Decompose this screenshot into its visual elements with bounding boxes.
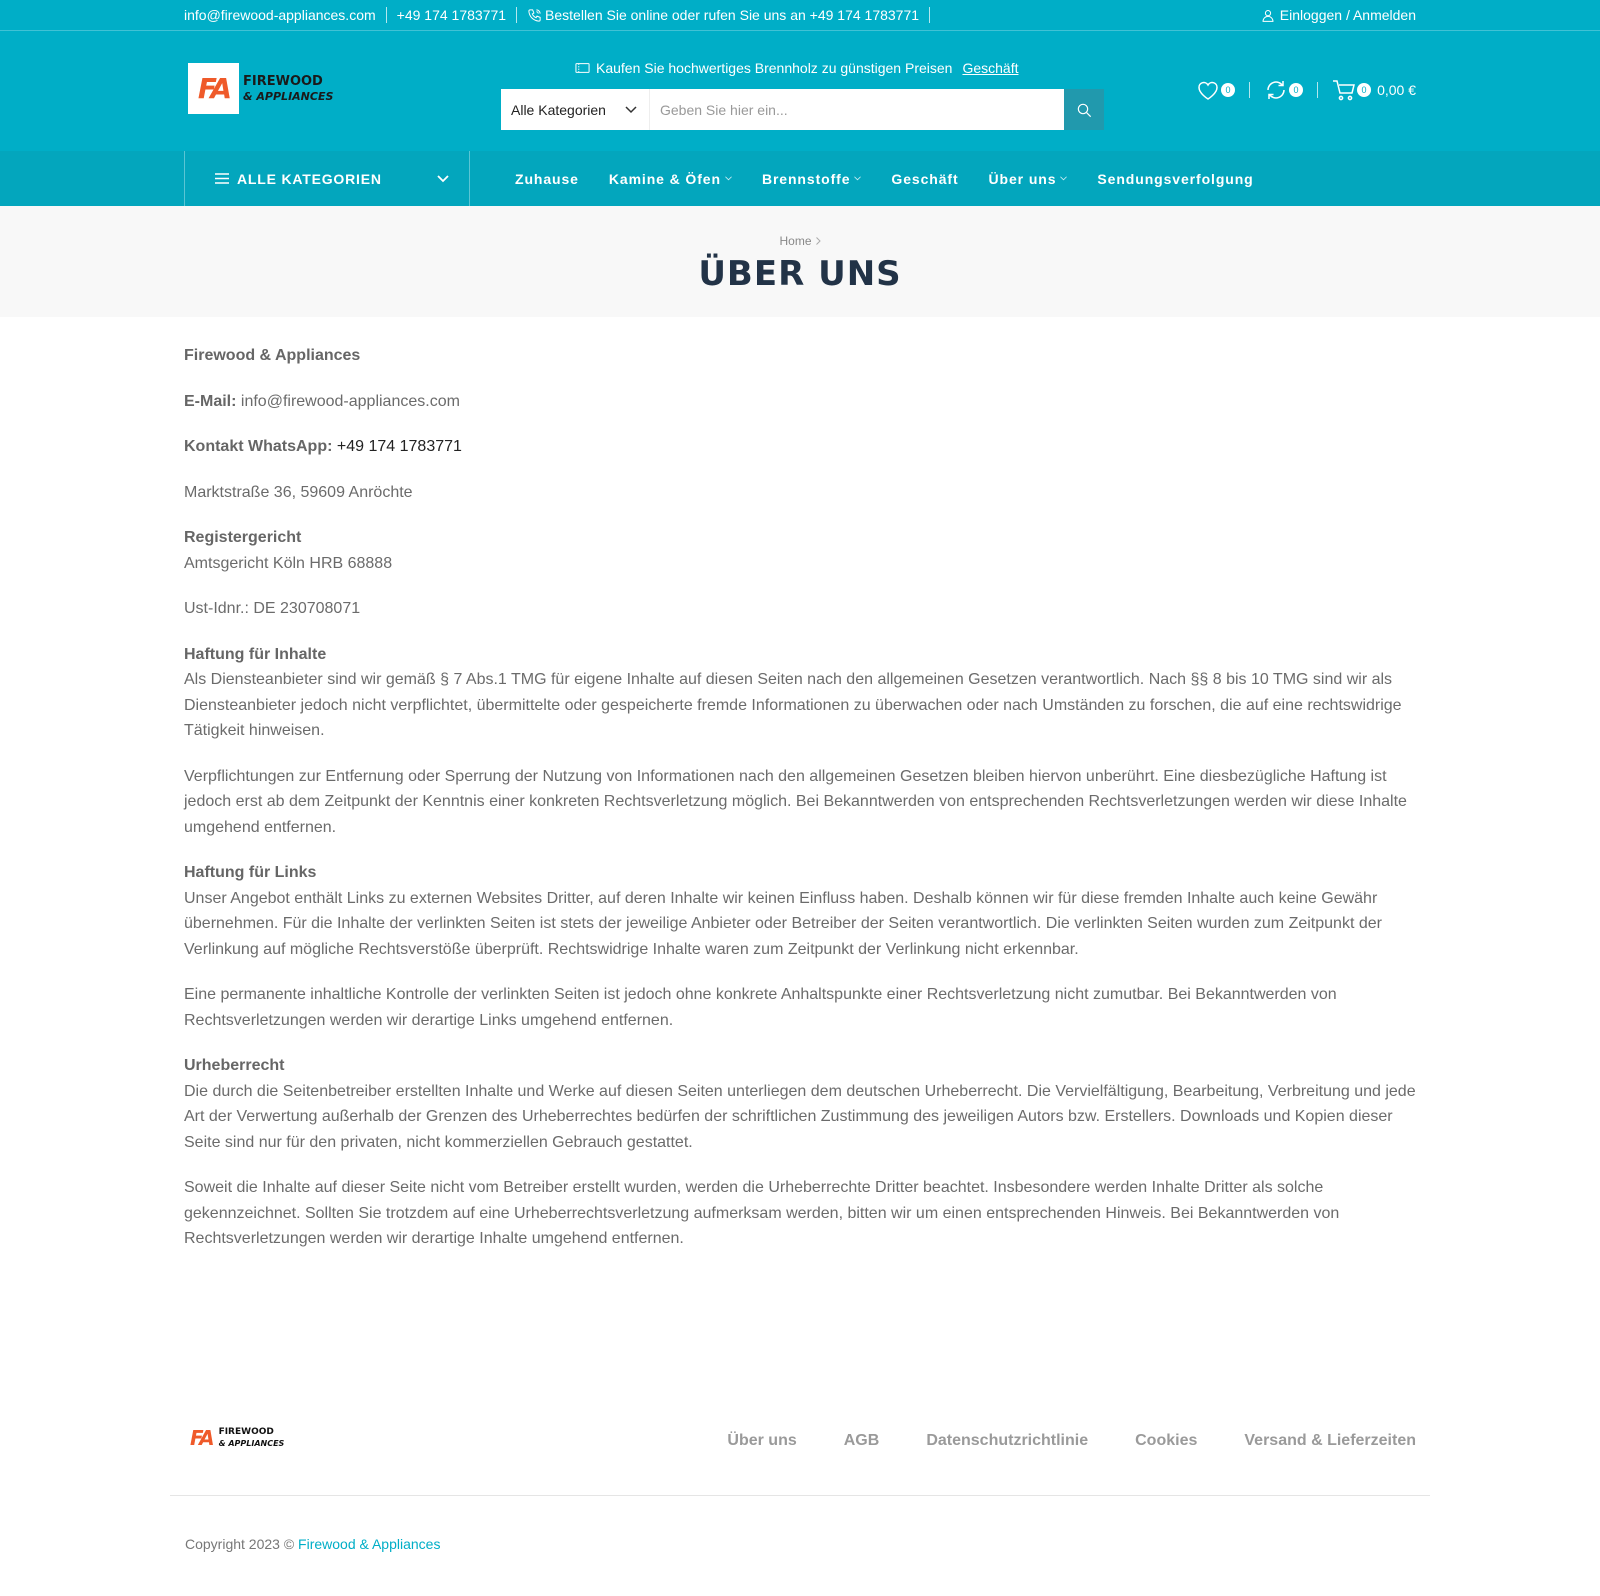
company-name: Firewood & Appliances bbox=[184, 347, 361, 364]
footer-logo-wordmark bbox=[219, 1427, 285, 1449]
compare-badge: 0 bbox=[1289, 83, 1303, 97]
topbar-order-text: Bestellen Sie online oder rufen Sie uns an +49 174 1783771 bbox=[545, 7, 920, 23]
logo-line-1: FIREWOOD bbox=[243, 73, 323, 89]
chevron-down-icon bbox=[1060, 176, 1067, 181]
footer-logo-line-2: & APPLIANCES bbox=[218, 1439, 285, 1448]
footer-logo-mark: FA bbox=[190, 1426, 213, 1450]
chevron-down-icon bbox=[625, 106, 637, 114]
page-title-band bbox=[0, 206, 1600, 317]
footer-link-versand[interactable]: Versand & Lieferzeiten bbox=[1244, 1432, 1416, 1449]
cart-total[interactable]: 0,00 € bbox=[1377, 82, 1416, 98]
address: Marktstraße 36, 59609 Anröchte bbox=[184, 483, 413, 501]
search-icon bbox=[1076, 102, 1092, 118]
refresh-icon bbox=[1264, 78, 1288, 102]
search-placeholder[interactable]: Geben Sie hier ein... bbox=[660, 101, 788, 118]
topbar-email[interactable] bbox=[184, 7, 387, 23]
copyright-link[interactable]: Firewood & Appliances bbox=[298, 1536, 441, 1552]
copyright-paragraph: Die durch die Seitenbetreiber erstellten Inhalte und Werke auf diesen Seiten unterliegen dem deutschen Urheberrecht. Die Vervielfältigung, Bearbeitung, Verbreitung und jede Art der Verwertung außerhalb der Grenzen des Urheberrechtes bedürfen der schriftlichen Zustimmung des jeweiligen Autors bzw. Erstellers. Downloads und Kopien dieser Seite sind nur für den privaten, nicht kommerziellen Gebrauch gestattet. bbox=[184, 1082, 1416, 1151]
all-categories-dropdown[interactable] bbox=[184, 151, 470, 206]
header-actions bbox=[1196, 78, 1416, 102]
chevron-down-icon bbox=[725, 176, 732, 181]
logo-wordmark bbox=[243, 74, 333, 104]
footer-link-agb[interactable]: AGB bbox=[843, 1432, 880, 1449]
whatsapp-label: Kontakt WhatsApp: bbox=[184, 438, 333, 455]
cart-button[interactable] bbox=[1332, 79, 1416, 101]
nav-item-sendungsverfolgung[interactable]: Sendungsverfolgung bbox=[1097, 170, 1254, 187]
liability-heading: Haftung für Inhalte bbox=[184, 645, 327, 663]
footer-link-datenschutz[interactable]: Datenschutzrichtlinie bbox=[926, 1432, 1089, 1449]
search-category-select[interactable] bbox=[501, 89, 650, 130]
footer-links bbox=[727, 1432, 1416, 1450]
register-heading: Registergericht bbox=[184, 529, 302, 546]
main-content bbox=[184, 317, 1416, 1252]
user-icon bbox=[1261, 8, 1275, 23]
liability-paragraph-2: Verpflichtungen zur Entfernung oder Sperrung der Nutzung von Informationen nach den allgemeinen Gesetzen bleiben hiervon unberührt. Eine diesbezügliche Haftung ist jedoch erst ab dem Zeitpunkt der Kenntnis einer konkreten Rechtsverletzung möglich. Bei Bekanntwerden von entsprechenden Rechtsverletzungen werden wir diese Inhalte umgehend entfernen. bbox=[184, 767, 1407, 836]
top-bar bbox=[0, 0, 1600, 31]
nav-menu bbox=[515, 171, 1254, 187]
nav-item-ueber-uns[interactable]: Über uns bbox=[989, 171, 1068, 187]
phone-icon bbox=[527, 8, 542, 23]
topbar-email-text[interactable]: info@firewood-appliances.com bbox=[184, 7, 376, 23]
footer-logo[interactable] bbox=[190, 1426, 284, 1450]
footer-divider bbox=[170, 1495, 1430, 1496]
copyright-text: Copyright 2023 © bbox=[185, 1536, 299, 1552]
search-bar bbox=[501, 89, 1104, 130]
nav-item-kamine-oefen[interactable]: Kamine & Öfen bbox=[609, 171, 732, 187]
cart-badge: 0 bbox=[1357, 83, 1371, 97]
chevron-down-icon bbox=[437, 175, 449, 183]
topbar-phone-text[interactable]: +49 174 1783771 bbox=[396, 7, 507, 23]
email-label: E-Mail: bbox=[184, 392, 237, 410]
footer-logo-line-1: FIREWOOD bbox=[218, 1427, 274, 1437]
register-value: Amtsgericht Köln HRB 68888 bbox=[184, 554, 393, 572]
breadcrumb bbox=[0, 206, 1600, 248]
footer bbox=[0, 1408, 1600, 1488]
ticket-icon bbox=[575, 62, 590, 74]
heart-icon bbox=[1196, 79, 1220, 101]
links-heading: Haftung für Links bbox=[184, 864, 317, 881]
nav-item-zuhause[interactable]: Zuhause bbox=[515, 170, 579, 187]
search-category-value: Alle Kategorien bbox=[511, 101, 606, 118]
menu-icon bbox=[215, 173, 229, 184]
chevron-down-icon bbox=[854, 176, 861, 181]
logo-line-2: & APPLIANCES bbox=[243, 89, 334, 103]
page-title: ÜBER UNS bbox=[698, 254, 902, 294]
topbar-phone[interactable] bbox=[387, 7, 517, 23]
search-button[interactable] bbox=[1064, 89, 1104, 130]
links-paragraph-2: Eine permanente inhaltliche Kontrolle der verlinkten Seiten ist jedoch ohne konkrete Anhaltspunkte einer Rechtsverletzung nicht zumutbar. Bei Bekanntwerden von Rechtsverletzungen werden wir derartige Links umgehend entfernen. bbox=[184, 986, 1337, 1029]
footer-link-ueber-uns[interactable]: Über uns bbox=[727, 1432, 797, 1449]
promo-shop-link[interactable]: Geschäft bbox=[962, 60, 1019, 76]
promo-banner bbox=[575, 60, 1018, 76]
divider bbox=[1249, 82, 1250, 98]
nav-item-brennstoffe[interactable]: Brennstoffe bbox=[762, 171, 861, 187]
divider bbox=[1317, 82, 1318, 98]
login-text[interactable]: Einloggen / Anmelden bbox=[1279, 7, 1416, 23]
copyright-heading: Urheberrecht bbox=[184, 1057, 285, 1074]
compare-button[interactable] bbox=[1264, 78, 1303, 102]
whatsapp-value[interactable]: +49 174 1783771 bbox=[336, 438, 462, 455]
cart-icon bbox=[1332, 79, 1356, 101]
footer-link-cookies[interactable]: Cookies bbox=[1135, 1432, 1198, 1449]
vat-id: Ust-Idnr.: DE 230708071 bbox=[184, 600, 361, 617]
wishlist-badge: 0 bbox=[1221, 83, 1235, 97]
topbar-order-info bbox=[517, 7, 930, 23]
copyright bbox=[185, 1536, 440, 1552]
main-header bbox=[0, 31, 1600, 151]
nav-item-geschaeft[interactable]: Geschäft bbox=[891, 170, 959, 187]
promo-text: Kaufen Sie hochwertiges Brennholz zu günstigen Preisen bbox=[596, 60, 953, 76]
site-logo[interactable] bbox=[188, 63, 333, 114]
main-navigation bbox=[0, 151, 1600, 206]
logo-mark: FA bbox=[188, 63, 239, 114]
email-value[interactable]: info@firewood-appliances.com bbox=[240, 392, 460, 410]
search-input[interactable] bbox=[650, 89, 1064, 130]
all-categories-label: ALLE KATEGORIEN bbox=[237, 170, 382, 187]
wishlist-button[interactable] bbox=[1196, 79, 1235, 101]
liability-paragraph: Als Diensteanbieter sind wir gemäß § 7 Abs.1 TMG für eigene Inhalte auf diesen Seiten nach den allgemeinen Gesetzen verantwortlich. Nach §§ 8 bis 10 TMG sind wir als Diensteanbieter jedoch nicht verpflichtet, übermittelte oder gespeicherte fremde Informationen zu überwachen oder nach Umständen zu forschen, die auf eine rechtswidrige Tätigkeit hinweisen. bbox=[184, 671, 1402, 739]
copyright-paragraph-2: Soweit die Inhalte auf dieser Seite nicht vom Betreiber erstellt wurden, werden die Urheberrechte Dritter beachtet. Insbesondere werden Inhalte Dritter als solche gekennzeichnet. Sollten Sie trotzdem auf eine Urheberrechtsverletzung aufmerksam werden, bitten wir um einen entsprechenden Hinweis. Bei Bekanntwerden von Rechtsverletzungen werden wir derartige Inhalte umgehend entfernen. bbox=[184, 1179, 1340, 1247]
links-paragraph: Unser Angebot enthält Links zu externen Websites Dritter, auf deren Inhalte wir keinen Einfluss haben. Deshalb können wir für diese fremden Inhalte auch keine Gewähr übernehmen. Für die Inhalte der verlinkten Seiten ist stets der jeweilige Anbieter oder Betreiber der Seiten verantwortlich. Die verlinkten Seiten wurden zum Zeitpunkt der Verlinkung auf mögliche Rechtsverstöße überprüft. Rechtswidrige Inhalte waren zum Zeitpunkt der Verlinkung nicht erkennbar. bbox=[184, 889, 1382, 958]
chevron-right-icon bbox=[816, 237, 821, 245]
login-link[interactable] bbox=[1261, 7, 1416, 23]
breadcrumb-home-link[interactable]: Home bbox=[779, 234, 812, 248]
